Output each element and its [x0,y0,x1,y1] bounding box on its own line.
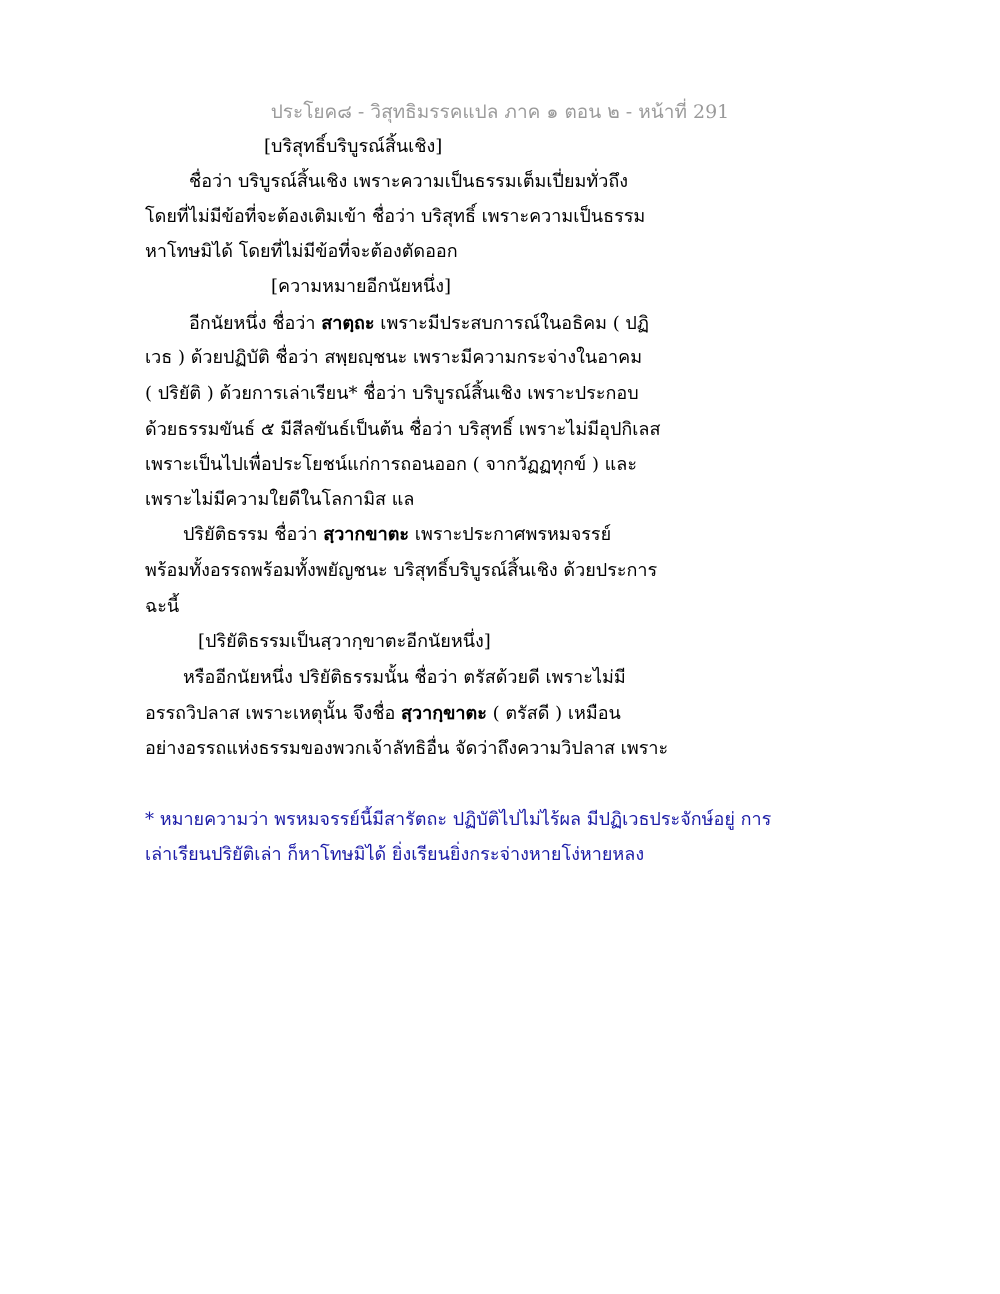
paragraph-line: หาโทษมิได้ โดยที่ไม่มีข้อที่จะต้องตัดออก [145,241,458,262]
page-header: ประโยค๘ - วิสุทธิมรรคแปล ภาค ๑ ตอน ๒ - หน้าที่ 291 [270,101,730,123]
paragraph-line: เพราะไม่มีความใยดีในโลกามิส แล [145,489,415,510]
text-run: อรรถวิปลาส เพราะเหตุนั้น จึงชื่อ [145,703,402,724]
paragraph-line: พร้อมทั้งอรรถพร้อมทั้งพยัญชนะ บริสุทธิ์บริบูรณ์สิ้นเชิง ด้วยประการ [145,560,658,581]
paragraph-line: ชื่อว่า บริบูรณ์สิ้นเชิง เพราะความเป็นธรรมเต็มเปี่ยมทั่วถึง [189,171,629,192]
bold-term: สฺวากขาตะ [323,524,410,545]
section-heading: [ความหมายอีกนัยหนึ่ง] [271,276,452,297]
paragraph-line: หรืออีกนัยหนึ่ง ปริยัติธรรมนั้น ชื่อว่า ตรัสด้วยดี เพราะไม่มี [183,667,626,688]
bold-term: สฺวากฺขาตะ [401,703,487,724]
paragraph-line: อย่างอรรถแห่งธรรมของพวกเจ้าลัทธิอื่น จัดว่าถึงความวิปลาส เพราะ [145,738,669,759]
text-run: เพราะมีประสบการณ์ในอธิคม ( ปฏิ [374,313,649,334]
paragraph-line: เวธ ) ด้วยปฏิบัติ ชื่อว่า สพฺยญฺชนะ เพราะมีความกระจ่างในอาคม [145,347,643,368]
paragraph-line [189,312,649,336]
text-run: อีกนัยหนึ่ง ชื่อว่า [189,313,322,334]
paragraph-line [183,523,611,547]
paragraph-line: ฉะนี้ [145,596,180,617]
text-run: เพราะประกาศพรหมจรรย์ [409,524,612,545]
paragraph-line [145,702,621,726]
paragraph-line: ( ปริยัติ ) ด้วยการเล่าเรียน* ชื่อว่า บริบูรณ์สิ้นเชิง เพราะประกอบ [145,383,639,404]
footnote-line: * หมายความว่า พรหมจรรย์นี้มีสารัตถะ ปฏิบัติไปไม่ไร้ผล มีปฏิเวธประจักษ์อยู่ การ [145,809,772,830]
text-run: ปริยัติธรรม ชื่อว่า [183,524,324,545]
footnote-line: เล่าเรียนปริยัติเล่า ก็หาโทษมิได้ ยิ่งเรียนยิ่งกระจ่างหายโง่หายหลง [145,844,645,865]
section-heading: [ปริยัติธรรมเป็นสฺวากฺขาตะอีกนัยหนึ่ง] [198,631,491,652]
paragraph-line: ด้วยธรรมขันธ์ ๕ มีสีลขันธ์เป็นต้น ชื่อว่า บริสุทธิ์ เพราะไม่มีอุปกิเลส [145,419,661,440]
paragraph-line: โดยที่ไม่มีข้อที่จะต้องเติมเข้า ชื่อว่า บริสุทธิ์ เพราะความเป็นธรรม [145,206,646,227]
paragraph-line: เพราะเป็นไปเพื่อประโยชน์แก่การถอนออก ( จากวัฏฏทุกข์ ) และ [145,454,637,475]
text-run: ( ตรัสดี ) เหมือน [486,703,621,724]
section-heading: [บริสุทธิ์บริบูรณ์สิ้นเชิง] [264,136,443,157]
bold-term: สาตฺถะ [321,313,375,334]
